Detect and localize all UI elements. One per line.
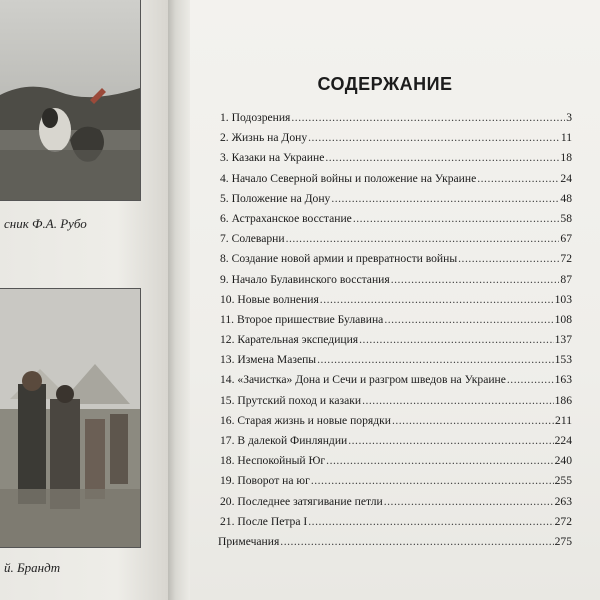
toc-entry-page: 67	[560, 232, 572, 246]
toc-entry-label: 13. Измена Мазепы	[220, 353, 317, 367]
toc-entry	[220, 492, 572, 512]
toc-dot-leader	[477, 169, 559, 189]
toc-dot-leader	[359, 330, 553, 350]
toc-entry-page: 103	[554, 292, 572, 306]
toc-entry-page: 240	[554, 454, 572, 468]
toc-entry-page: 163	[554, 373, 572, 387]
toc-entry-label: 16. Старая жизнь и новые порядки	[220, 413, 391, 427]
toc-entry-page: 153	[554, 353, 572, 367]
toc-entry-page: 211	[555, 413, 572, 427]
toc-entry	[220, 229, 572, 249]
toc-entry	[220, 189, 572, 209]
toc-entry	[218, 532, 572, 552]
toc-entry-page: 263	[554, 494, 572, 508]
toc-entry-label: 20. Последнее затягивание петли	[220, 494, 383, 508]
toc-entry-page: 72	[560, 252, 572, 266]
toc-entry-page: 58	[560, 211, 572, 225]
toc-entry	[220, 209, 572, 229]
toc-entry	[220, 350, 572, 370]
toc-entry-label: 8. Создание новой армии и превратности войны	[220, 252, 458, 266]
toc-dot-leader	[507, 370, 554, 390]
toc-entry-page: 275	[554, 534, 572, 548]
toc-entry-page: 272	[554, 514, 572, 528]
toc-entry	[220, 370, 572, 390]
toc-dot-leader	[291, 108, 565, 128]
toc-dot-leader	[311, 471, 554, 491]
toc-dot-leader	[317, 350, 554, 370]
toc-entry	[220, 512, 572, 532]
toc-entry	[220, 169, 572, 189]
right-page	[190, 0, 600, 600]
toc-dot-leader	[308, 512, 553, 532]
toc-entry-label: 5. Положение на Дону	[220, 191, 331, 205]
toc-dot-leader	[280, 532, 553, 552]
toc-dot-leader	[326, 451, 553, 471]
toc-entry-label: 11. Второе пришествие Булавина	[220, 312, 384, 326]
toc-entry-label: Примечания	[218, 534, 280, 548]
toc-entry	[220, 411, 572, 431]
toc-entry-label: 9. Начало Булавинского восстания	[220, 272, 390, 286]
toc-entry-label: 4. Начало Северной войны и положение на Украине	[220, 171, 477, 185]
battle-scene-image	[0, 0, 140, 200]
toc-dot-leader	[308, 128, 560, 148]
toc-dot-leader	[384, 310, 553, 330]
toc-entry-label: 14. «Зачистка» Дона и Сечи и разгром шведов на Украине	[220, 373, 506, 387]
toc-entry	[220, 290, 572, 310]
toc-entry	[220, 431, 572, 451]
toc-dot-leader	[348, 431, 553, 451]
toc-entry-label: 21. После Петра I	[220, 514, 308, 528]
toc-entry-label: 3. Казаки на Украине	[220, 151, 325, 165]
toc-entry	[220, 471, 572, 491]
toc-entry-label: 17. В далекой Финляндии	[220, 434, 348, 447]
toc-dot-leader	[391, 270, 560, 290]
toc-entry	[220, 128, 572, 148]
camp-scene-image	[0, 289, 140, 547]
toc-dot-leader	[331, 189, 559, 209]
toc-entry-label: 12. Карательная экспедиция	[220, 333, 359, 347]
toc-list	[220, 108, 572, 552]
toc-entry-page: 3	[566, 111, 572, 124]
toc-dot-leader	[362, 391, 554, 411]
toc-entry-label: 2. Жизнь на Дону	[220, 131, 308, 145]
toc-entry	[220, 330, 572, 350]
toc-entry-page: 48	[560, 191, 572, 205]
toc-dot-leader	[458, 249, 559, 269]
toc-entry-page: 11	[560, 131, 572, 145]
toc-entry-page: 186	[554, 393, 572, 407]
toc-entry-page: 137	[554, 333, 572, 347]
toc-entry-page: 18	[560, 151, 572, 165]
toc-entry-label: 19. Поворот на юг	[220, 474, 310, 488]
toc-entry-page: 24	[560, 171, 572, 185]
toc-entry	[220, 108, 572, 128]
toc-entry-label: 1. Подозрения	[220, 111, 291, 124]
toc-entry-label: 10. Новые волнения	[220, 292, 319, 306]
toc-entry-label: 7. Солеварни	[220, 232, 285, 246]
top-illustration-caption: сник Ф.А. Рубо	[4, 216, 87, 231]
toc-entry	[220, 148, 572, 168]
toc-dot-leader	[392, 411, 554, 431]
toc-entry-page: 87	[560, 272, 572, 286]
toc-entry-label: 6. Астраханское восстание	[220, 211, 352, 225]
toc-dot-leader	[320, 290, 554, 310]
toc-dot-leader	[286, 229, 560, 249]
toc-entry	[220, 249, 572, 269]
book-gutter	[168, 0, 190, 600]
cossacks-camp-illustration	[0, 288, 141, 548]
toc-entry	[220, 451, 572, 471]
toc-title: СОДЕРЖАНИЕ	[317, 74, 453, 94]
toc-entry	[220, 310, 572, 330]
toc-entry-page: 255	[554, 474, 572, 488]
toc-entry-page: 108	[554, 312, 572, 326]
cossack-battle-illustration	[0, 0, 141, 201]
toc-entry	[220, 270, 572, 290]
toc-dot-leader	[353, 209, 560, 229]
toc-dot-leader	[325, 148, 559, 168]
toc-entry-label: 18. Неспокойный Юг	[220, 454, 326, 468]
toc-entry-label: 15. Прутский поход и казаки	[220, 393, 362, 407]
toc-entry-page: 224	[554, 434, 572, 447]
bottom-illustration-caption: й. Брандт	[4, 560, 61, 575]
left-page	[0, 0, 168, 600]
toc-entry	[220, 391, 572, 411]
toc-dot-leader	[384, 492, 554, 512]
